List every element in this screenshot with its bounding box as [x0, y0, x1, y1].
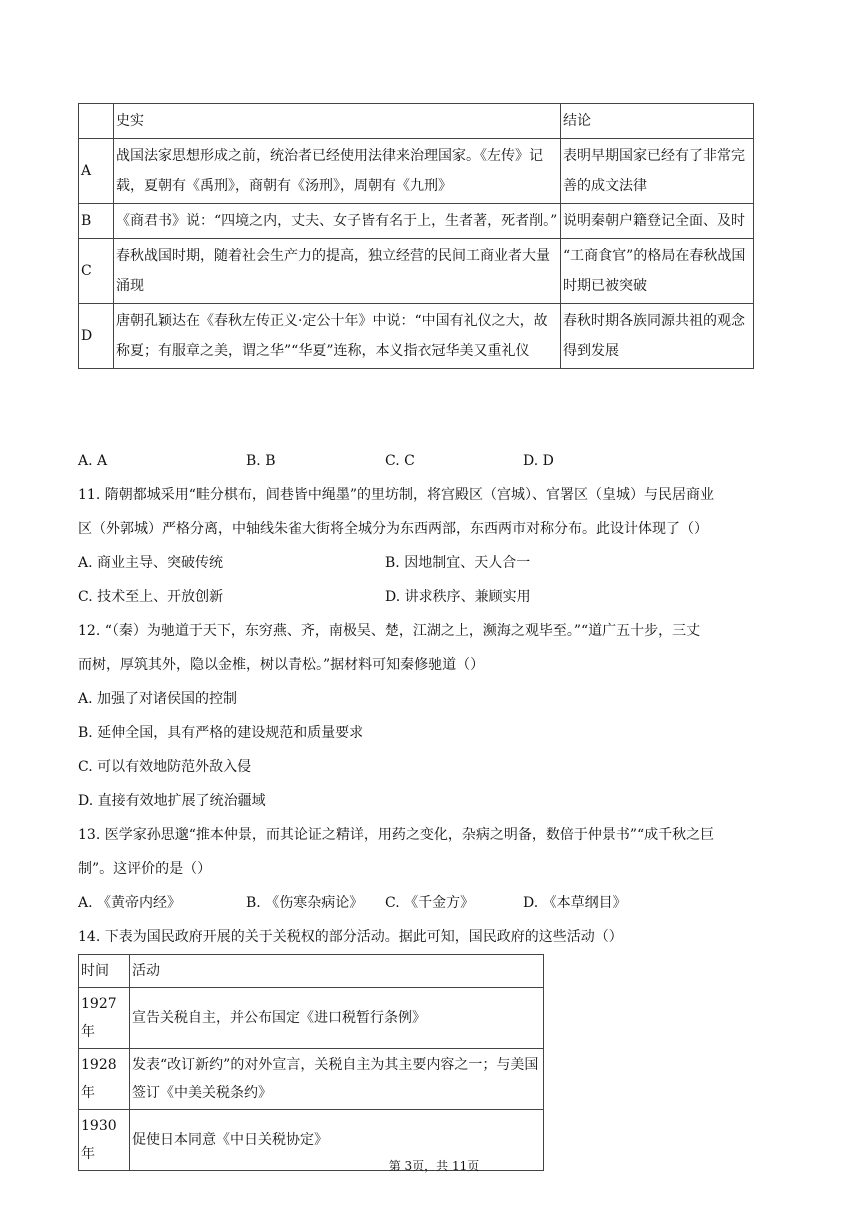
q13-option-d[interactable]: D. 《本草纲目》	[523, 895, 627, 911]
table-row	[79, 204, 754, 239]
table-header-cell: 史实	[114, 104, 561, 139]
q12-option-b[interactable]: B. 延伸全国，具有严格的建设规范和质量要求	[78, 725, 364, 741]
table-row	[79, 139, 754, 204]
year-cell: 1928 年	[79, 1049, 130, 1110]
q11-option-d[interactable]: D. 讲求秩序、兼顾实用	[385, 589, 531, 605]
tariff-table	[78, 954, 544, 1171]
page-footer: 第 3页，共 11页	[388, 1159, 480, 1173]
year-cell: 1930 年	[79, 1110, 130, 1171]
q12-option-d[interactable]: D. 直接有效地扩展了统治疆域	[78, 793, 266, 809]
table-header-cell	[79, 104, 114, 139]
q12-stem-line2: 而树，厚筑其外，隐以金椎，树以青松。”据材料可知秦修驰道（）	[78, 657, 485, 673]
conclusion-cell: 表明早期国家已经有了非常完善的成文法律	[561, 139, 754, 204]
q12-option-c[interactable]: C. 可以有效地防范外敌入侵	[78, 759, 252, 775]
table-row	[79, 988, 544, 1049]
conclusion-cell: “工商食官”的格局在春秋战国时期已被突破	[561, 239, 754, 304]
fact-cell: 春秋战国时期，随着社会生产力的提高，独立经营的民间工商业者大量涌现	[114, 239, 561, 304]
table-header-cell: 时间	[79, 955, 130, 988]
fact-cell: 《商君书》说：“四境之内，丈夫、女子皆有名于上，生者著，死者削。”	[114, 204, 561, 239]
table-row	[79, 239, 754, 304]
q11-option-c[interactable]: C. 技术至上、开放创新	[78, 589, 224, 605]
fact-cell: 唐朝孔颖达在《春秋左传正义·定公十年》中说：“中国有礼仪之大，故称夏；有服章之美，谓之华”“华夏”连称，本义指衣冠华美又重礼仪	[114, 304, 561, 369]
table-header-cell: 活动	[130, 955, 544, 988]
q12-stem-line1: 12. “（秦）为驰道于天下，东穷燕、齐，南极吴、楚，江湖之上，濒海之观毕至。”“道广五十步，三丈	[78, 623, 701, 639]
conclusion-cell: 说明秦朝户籍登记全面、及时	[561, 204, 754, 239]
q13-stem-line2: 制”。这评价的是（）	[78, 861, 212, 877]
table-header-cell: 结论	[561, 104, 754, 139]
q13-option-a[interactable]: A. 《黄帝内经》	[78, 895, 182, 911]
q11-stem-line2: 区（外郭城）严格分离，中轴线朱雀大街将全城分为东西两部，东西两市对称分布。此设计体现了（）	[78, 521, 708, 537]
q13-stem-line1: 13. 医学家孙思邈“推本仲景，而其论证之精详，用药之变化，杂病之明备，数倍于仲景书”“成千秋之巨	[78, 827, 715, 843]
q11-option-b[interactable]: B. 因地制宜、天人合一	[385, 555, 531, 571]
conclusion-cell: 春秋时期各族同源共祖的观念得到发展	[561, 304, 754, 369]
q13-option-c[interactable]: C. 《千金方》	[385, 895, 475, 911]
q14-stem: 14. 下表为国民政府开展的关于关税权的部分活动。据此可知，国民政府的这些活动（）	[78, 929, 623, 945]
row-label: D	[79, 304, 114, 369]
q13-option-b[interactable]: B. 《伤寒杂病论》	[246, 895, 364, 911]
q11-option-a[interactable]: A. 商业主导、突破传统	[78, 555, 224, 571]
activity-cell: 发表“改订新约”的对外宣言，关税自主为其主要内容之一；与美国签订《中美关税条约》	[130, 1049, 544, 1110]
q10-option-b[interactable]: B. B	[246, 453, 276, 469]
fact-cell: 战国法家思想形成之前，统治者已经使用法律来治理国家。《左传》记载，夏朝有《禹刑》，商朝有《汤刑》，周朝有《九刑》	[114, 139, 561, 204]
table-header-row	[79, 955, 544, 988]
row-label: B	[79, 204, 114, 239]
table-header-row	[79, 104, 754, 139]
activity-cell: 宣告关税自主，并公布国定《进口税暂行条例》	[130, 988, 544, 1049]
comparison-table	[78, 103, 754, 369]
q10-option-d[interactable]: D. D	[523, 453, 554, 469]
year-cell: 1927 年	[79, 988, 130, 1049]
table-row	[79, 1049, 544, 1110]
activity-cell: 促使日本同意《中日关税协定》	[130, 1110, 544, 1171]
q10-option-a[interactable]: A. A	[78, 453, 108, 469]
q12-option-a[interactable]: A. 加强了对诸侯国的控制	[78, 691, 238, 707]
q11-stem-line1: 11. 隋朝都城采用“畦分棋布，闾巷皆中绳墨”的里坊制，将宫殿区（宫城）、官署区（皇城）与民居商业	[78, 487, 715, 503]
q10-option-c[interactable]: C. C	[385, 453, 415, 469]
table-row	[79, 304, 754, 369]
row-label: C	[79, 239, 114, 304]
row-label: A	[79, 139, 114, 204]
